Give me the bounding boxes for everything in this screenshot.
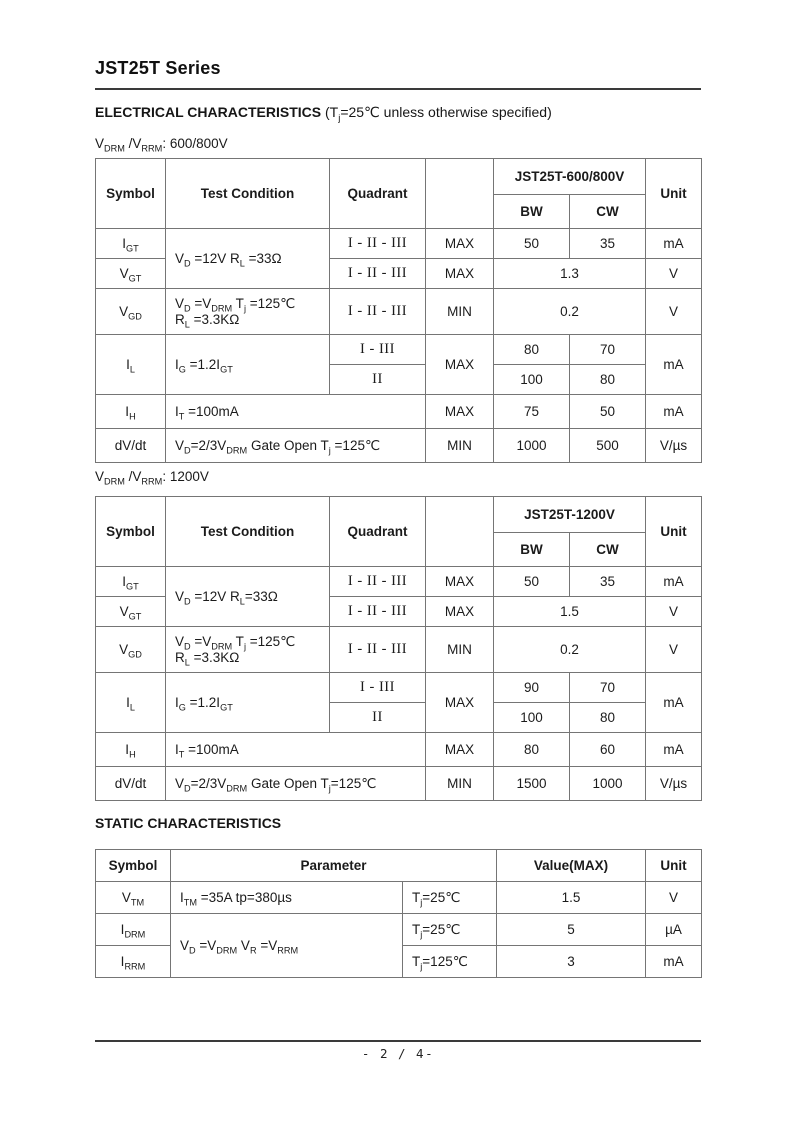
cell-limit: MAX <box>426 229 494 259</box>
cell-value: 0.2 <box>494 627 646 673</box>
cell-unit: mA <box>646 395 702 429</box>
cell-limit: MAX <box>426 567 494 597</box>
cell-cw-value: 1000 <box>570 767 646 801</box>
cell-unit: mA <box>646 567 702 597</box>
col-header-symbol: Symbol <box>96 159 166 229</box>
cell-limit: MIN <box>426 289 494 335</box>
cell-symbol: $I_H$ <box>96 395 166 429</box>
col-header-cw: CW <box>570 195 646 229</box>
cell-temperature: $T_j=25℃$ <box>403 882 497 914</box>
cell-bw-value: 90 <box>494 673 570 703</box>
col-header-test-condition: Test Condition <box>166 497 330 567</box>
cell-test-condition: $I_T =100mA$ <box>166 395 426 429</box>
cell-test-condition <box>166 627 330 673</box>
header-row-1 <box>96 497 702 533</box>
cell-symbol: $V_{GT}$ <box>96 597 166 627</box>
header-row <box>96 850 702 882</box>
cell-value: 3 <box>497 946 646 978</box>
cell-unit: V <box>646 289 702 335</box>
col-header-quadrant: Quadrant <box>330 159 426 229</box>
cell-limit: MAX <box>426 733 494 767</box>
row-il-1 <box>96 335 702 365</box>
cell-limit: MAX <box>426 395 494 429</box>
cell-bw-value: 50 <box>494 229 570 259</box>
col-header-unit: Unit <box>646 497 702 567</box>
cell-value: 5 <box>497 914 646 946</box>
col-header-symbol: Symbol <box>96 850 171 882</box>
cell-bw-value: 50 <box>494 567 570 597</box>
cell-quadrant: II <box>330 365 426 395</box>
cell-limit: MIN <box>426 767 494 801</box>
col-header-parameter: Parameter <box>171 850 497 882</box>
col-header-cw: CW <box>570 533 646 567</box>
cell-bw-value: 100 <box>494 365 570 395</box>
col-header-unit: Unit <box>646 159 702 229</box>
cell-value: 1.3 <box>494 259 646 289</box>
cell-test-condition: $V_D=2/3V_{DRM}$ Gate Open $T_j=125℃$ <box>166 767 426 801</box>
electrical-table-600-800v <box>95 158 702 463</box>
voltage-label-600-800v: $V_{DRM}$ $/V_{RRM}$: 600/800V <box>95 136 228 154</box>
cell-cw-value: 60 <box>570 733 646 767</box>
cell-unit: mA <box>646 673 702 733</box>
cell-test-condition: $V_D=2/3V_{DRM}$ Gate Open $T_j$ =125℃ <box>166 429 426 463</box>
cell-value: 1.5 <box>494 597 646 627</box>
static-characteristics-table <box>95 849 702 978</box>
cell-value: 0.2 <box>494 289 646 335</box>
cell-quadrant: I - II - III <box>330 627 426 673</box>
header-row-1 <box>96 159 702 195</box>
col-header-bw: BW <box>494 195 570 229</box>
electrical-characteristics-heading <box>95 104 701 124</box>
cell-unit: mA <box>646 733 702 767</box>
cell-test-condition: $V_D =12V$ $R_L =33\Omega$ <box>166 229 330 289</box>
cell-unit: mA <box>646 229 702 259</box>
cell-limit: MAX <box>426 335 494 395</box>
cell-cw-value: 35 <box>570 229 646 259</box>
cell-symbol: dV/dt <box>96 429 166 463</box>
cell-bw-value: 1500 <box>494 767 570 801</box>
cell-unit: V/µs <box>646 429 702 463</box>
condition-line-2: $R_L =3.3K\Omega$ <box>175 312 240 330</box>
cell-cw-value: 500 <box>570 429 646 463</box>
cell-limit: MIN <box>426 429 494 463</box>
cell-quadrant: II <box>330 703 426 733</box>
electrical-heading-label: ELECTRICAL CHARACTERISTICS <box>95 104 322 120</box>
cell-symbol: $V_{GD}$ <box>96 627 166 673</box>
cell-unit: V <box>646 627 702 673</box>
cell-unit: V/µs <box>646 767 702 801</box>
row-il-1 <box>96 673 702 703</box>
cell-quadrant: I - II - III <box>330 567 426 597</box>
row-igt <box>96 229 702 259</box>
page-number: - 2 / 4- <box>361 1046 435 1061</box>
cell-bw-value: 80 <box>494 335 570 365</box>
cell-test-condition: $I_G =1.2I_{GT}$ <box>166 673 330 733</box>
cell-quadrant: I - II - III <box>330 289 426 335</box>
cell-symbol: $I_H$ <box>96 733 166 767</box>
cell-value: 1.5 <box>497 882 646 914</box>
cell-test-condition <box>166 289 330 335</box>
cell-cw-value: 35 <box>570 567 646 597</box>
cell-quadrant: I - II - III <box>330 597 426 627</box>
voltage-label-1200v: $V_{DRM}$ $/V_{RRM}$: 1200V <box>95 469 209 487</box>
col-header-test-condition: Test Condition <box>166 159 330 229</box>
cell-quadrant: I - III <box>330 335 426 365</box>
cell-quadrant: I - III <box>330 673 426 703</box>
cell-symbol: $V_{GT}$ <box>96 259 166 289</box>
cell-unit: V <box>646 882 702 914</box>
static-characteristics-heading: STATIC CHARACTERISTICS <box>95 815 282 831</box>
cell-cw-value: 80 <box>570 365 646 395</box>
cell-quadrant: I - II - III <box>330 229 426 259</box>
cell-symbol: $I_L$ <box>96 673 166 733</box>
cell-limit: MAX <box>426 597 494 627</box>
col-header-unit: Unit <box>646 850 702 882</box>
cell-unit: mA <box>646 335 702 395</box>
cell-limit: MAX <box>426 673 494 733</box>
row-dvdt <box>96 767 702 801</box>
cell-unit: mA <box>646 946 702 978</box>
row-vgd <box>96 627 702 673</box>
row-dvdt <box>96 429 702 463</box>
cell-limit: MIN <box>426 627 494 673</box>
condition-line-1: $V_D =V_{DRM}$ $T_j$ =125℃ <box>175 296 296 314</box>
electrical-table-1200v <box>95 496 702 801</box>
title-rule <box>95 88 701 90</box>
col-header-quadrant: Quadrant <box>330 497 426 567</box>
cell-parameter: $I_{TM} =35A$ tp=380µs <box>171 882 403 914</box>
cell-unit: V <box>646 259 702 289</box>
col-header-bw: BW <box>494 533 570 567</box>
condition-line-1: $V_D =V_{DRM}$ $T_j$ =125℃ <box>175 634 296 652</box>
cell-quadrant: I - II - III <box>330 259 426 289</box>
cell-cw-value: 70 <box>570 673 646 703</box>
cell-symbol: $I_L$ <box>96 335 166 395</box>
cell-cw-value: 80 <box>570 703 646 733</box>
cell-cw-value: 70 <box>570 335 646 365</box>
cell-test-condition: $V_D =12V$ $R_L=33\Omega$ <box>166 567 330 627</box>
cell-symbol: $V_{GD}$ <box>96 289 166 335</box>
cell-bw-value: 1000 <box>494 429 570 463</box>
col-header-model: JST25T-1200V <box>494 497 646 533</box>
cell-bw-value: 80 <box>494 733 570 767</box>
cell-symbol: $I_{GT}$ <box>96 229 166 259</box>
cell-test-condition: $I_T =100mA$ <box>166 733 426 767</box>
cell-test-condition: $I_G =1.2I_{GT}$ <box>166 335 330 395</box>
cell-symbol: dV/dt <box>96 767 166 801</box>
row-igt <box>96 567 702 597</box>
cell-limit: MAX <box>426 259 494 289</box>
col-header-symbol: Symbol <box>96 497 166 567</box>
col-header-value-max: Value(MAX) <box>497 850 646 882</box>
cell-temperature: $T_j=25℃$ <box>403 914 497 946</box>
col-header-limit-blank <box>426 159 494 229</box>
page-title: JST25T Series <box>95 58 221 78</box>
cell-bw-value: 75 <box>494 395 570 429</box>
electrical-heading-note: ($T_j=25℃$ unless otherwise specified) <box>324 104 552 124</box>
cell-bw-value: 100 <box>494 703 570 733</box>
row-vgd <box>96 289 702 335</box>
cell-unit: µA <box>646 914 702 946</box>
row-ih <box>96 733 702 767</box>
cell-symbol: $V_{TM}$ <box>96 882 171 914</box>
cell-symbol: $I_{DRM}$ <box>96 914 171 946</box>
cell-parameter: $V_D =V_{DRM}$ $V_R =V_{RRM}$ <box>171 914 403 978</box>
row-ih <box>96 395 702 429</box>
cell-cw-value: 50 <box>570 395 646 429</box>
cell-symbol: $I_{GT}$ <box>96 567 166 597</box>
cell-unit: V <box>646 597 702 627</box>
condition-line-2: $R_L =3.3K\Omega$ <box>175 650 240 668</box>
cell-symbol: $I_{RRM}$ <box>96 946 171 978</box>
col-header-model: JST25T-600/800V <box>494 159 646 195</box>
row-idrm <box>96 914 702 946</box>
row-vtm <box>96 882 702 914</box>
col-header-limit-blank <box>426 497 494 567</box>
footer-rule <box>95 1040 701 1042</box>
cell-temperature: $T_j=125℃$ <box>403 946 497 978</box>
